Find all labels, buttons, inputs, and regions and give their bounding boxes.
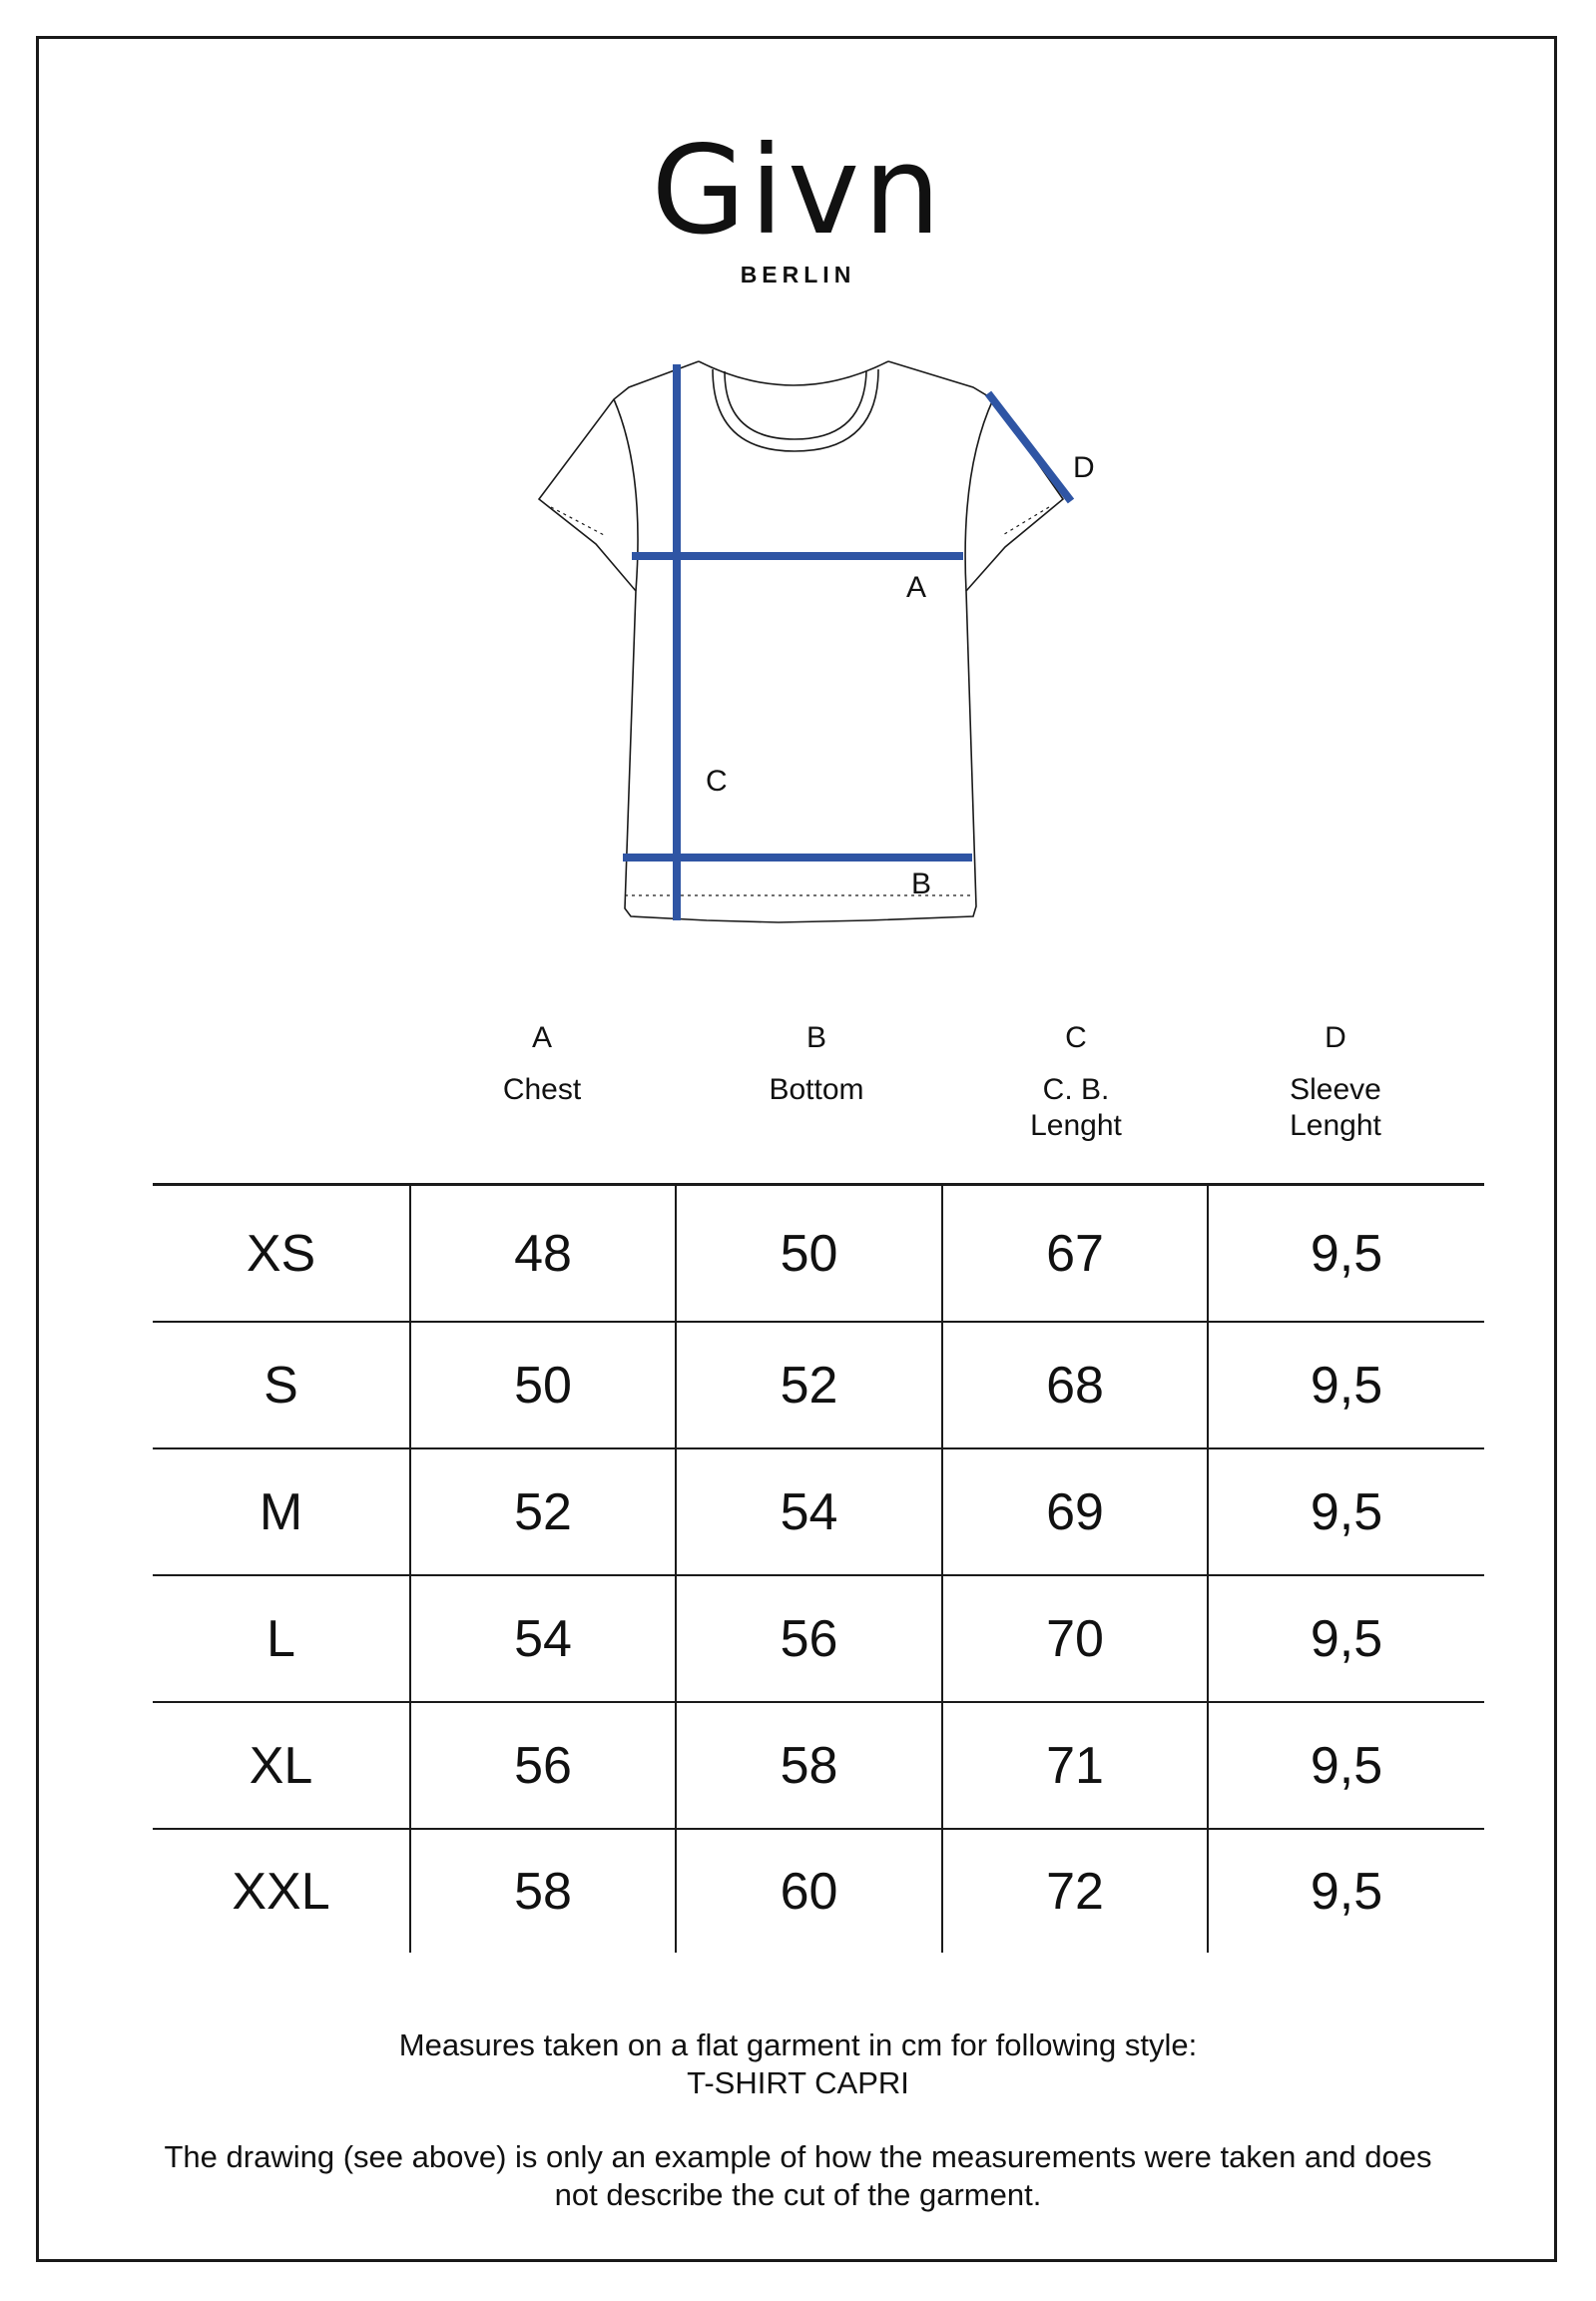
column-letter-b: B <box>805 1021 826 1054</box>
measurement-cell: 9,5 <box>1208 1185 1484 1323</box>
size-label: S <box>153 1322 410 1448</box>
table-row <box>153 1185 1484 1323</box>
brand-city: BERLIN <box>740 262 856 288</box>
measurement-cell: 56 <box>676 1575 942 1702</box>
note-disclaimer-line2: not describe the cut of the garment. <box>554 2177 1042 2212</box>
measurement-cell: 70 <box>942 1575 1208 1702</box>
measurement-cell: 9,5 <box>1208 1575 1484 1702</box>
size-label: XXL <box>153 1829 410 1953</box>
measurement-cell: 54 <box>410 1575 676 1702</box>
table-row <box>153 1448 1484 1575</box>
measurement-cell: 56 <box>410 1702 676 1829</box>
label-b: B <box>911 867 932 900</box>
tshirt-measurement-diagram <box>0 0 1596 998</box>
measurement-cell: 52 <box>410 1448 676 1575</box>
column-letter-a: A <box>531 1021 552 1054</box>
table-row <box>153 1322 1484 1448</box>
size-label: XS <box>153 1185 410 1323</box>
note-disclaimer-line1: The drawing (see above) is only an example of how the measurements were taken and does <box>164 2139 1432 2174</box>
size-table <box>153 1183 1484 1953</box>
brand-logo: Givn <box>651 120 945 262</box>
measurement-cell: 54 <box>676 1448 942 1575</box>
size-label: XL <box>153 1702 410 1829</box>
measurement-cell: 68 <box>942 1322 1208 1448</box>
size-label: L <box>153 1575 410 1702</box>
measurement-cell: 58 <box>410 1829 676 1953</box>
measurement-cell: 9,5 <box>1208 1829 1484 1953</box>
measurement-cell: 9,5 <box>1208 1702 1484 1829</box>
measurement-cell: 50 <box>410 1322 676 1448</box>
column-name-cb-length: C. B. Lenght <box>1030 1073 1122 1142</box>
column-name-bottom: Bottom <box>769 1073 864 1106</box>
measurement-cell: 60 <box>676 1829 942 1953</box>
label-d: D <box>1073 451 1095 484</box>
measurement-cell: 71 <box>942 1702 1208 1829</box>
column-letter-c: C <box>1065 1021 1087 1054</box>
tshirt-outline <box>539 361 1063 922</box>
measurement-cell: 48 <box>410 1185 676 1323</box>
measure-line-d <box>988 393 1071 501</box>
measurement-cell: 69 <box>942 1448 1208 1575</box>
column-name-chest: Chest <box>502 1073 582 1106</box>
measurement-cell: 50 <box>676 1185 942 1323</box>
column-name-sleeve-length: Sleeve Lenght <box>1290 1073 1381 1142</box>
table-row <box>153 1829 1484 1953</box>
measurement-cell: 52 <box>676 1322 942 1448</box>
measurement-cell: 72 <box>942 1829 1208 1953</box>
note-style-name: T-SHIRT CAPRI <box>687 2065 909 2100</box>
measurement-cell: 67 <box>942 1185 1208 1323</box>
note-measures: Measures taken on a flat garment in cm for following style: <box>398 2027 1198 2062</box>
measure-lines <box>623 364 1071 920</box>
measurement-cell: 9,5 <box>1208 1322 1484 1448</box>
table-row <box>153 1575 1484 1702</box>
measurement-cell: 58 <box>676 1702 942 1829</box>
label-a: A <box>906 571 927 604</box>
measurement-cell: 9,5 <box>1208 1448 1484 1575</box>
label-c: C <box>706 765 728 798</box>
table-row <box>153 1702 1484 1829</box>
column-letter-d: D <box>1325 1021 1346 1054</box>
size-label: M <box>153 1448 410 1575</box>
